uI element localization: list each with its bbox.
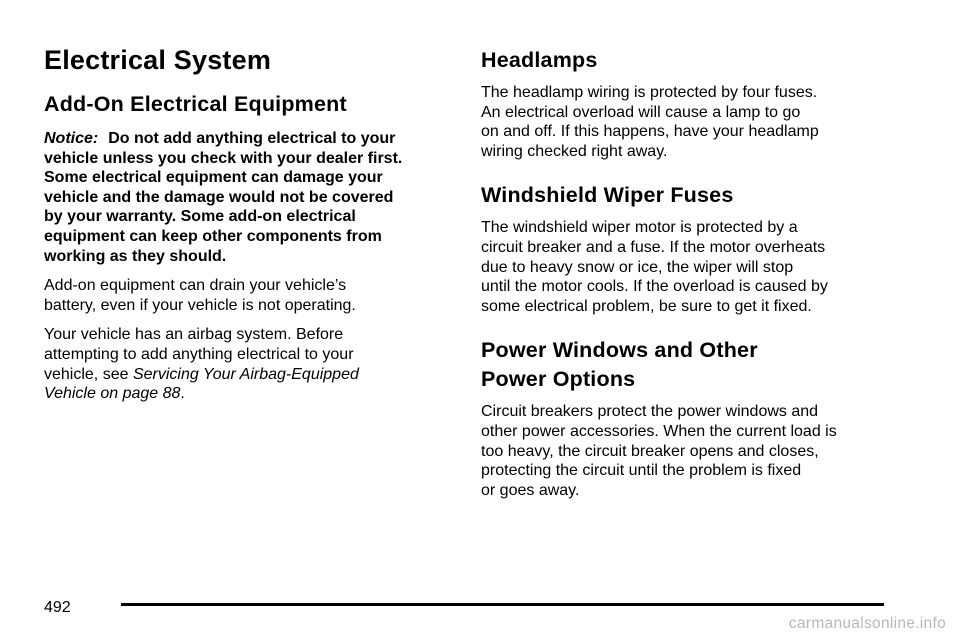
notice-text: Do not add anything electrical to your vehicle unless you check with your dealer first. Some electrical equipment can damage your vehicle and the damage would not be covered by your warranty. Some add-on electrical equipment can keep other components from working as they should. (44, 130, 403, 265)
footer-rule (121, 603, 884, 606)
right-column (481, 44, 901, 500)
notice-label: Notice: (44, 130, 99, 147)
notice-paragraph (44, 129, 454, 266)
section-heading-headlamps: Headlamps (481, 48, 598, 72)
power-windows-heading-line1: Power Windows and Other (481, 338, 758, 363)
section-heading-power-windows (481, 336, 901, 394)
airbag-text-end: . (180, 385, 185, 403)
wiper-paragraph: The windshield wiper motor is protected by a circuit breaker and a fuse. If the motor overheats due to heavy snow or ice, the wiper will stop until the motor cools. If the overload is caused by some electrical problem, be sure to get it fixed. (481, 219, 828, 315)
power-windows-heading-line2: Power Options (481, 367, 636, 392)
section-heading-wiper-fuses: Windshield Wiper Fuses (481, 183, 734, 208)
page-number: 492 (44, 599, 71, 616)
watermark: carmanualsonline.info (788, 615, 946, 632)
airbag-paragraph (44, 325, 454, 403)
page-title: Electrical System (44, 45, 272, 75)
power-windows-paragraph: Circuit breakers protect the power windows and other power accessories. When the current load is too heavy, the circuit breaker opens and closes, protecting the circuit until the problem is fixed or goes away. (481, 403, 837, 499)
left-column (44, 44, 454, 414)
airbag-text: Your vehicle has an airbag system. Before attempting to add anything electrical to your vehicle, see (44, 326, 354, 383)
add-on-drain-paragraph: Add-on equipment can drain your vehicle’s battery, even if your vehicle is not operating. (44, 277, 356, 314)
airbag-cross-reference-link[interactable]: Servicing Your Airbag-Equipped Vehicle on page 88 (44, 365, 359, 403)
section-heading-add-on-equipment: Add-On Electrical Equipment (44, 92, 347, 116)
headlamps-paragraph: The headlamp wiring is protected by four fuses. An electrical overload will cause a lamp to go on and off. If this happens, have your headlamp wiring checked right away. (481, 84, 819, 160)
